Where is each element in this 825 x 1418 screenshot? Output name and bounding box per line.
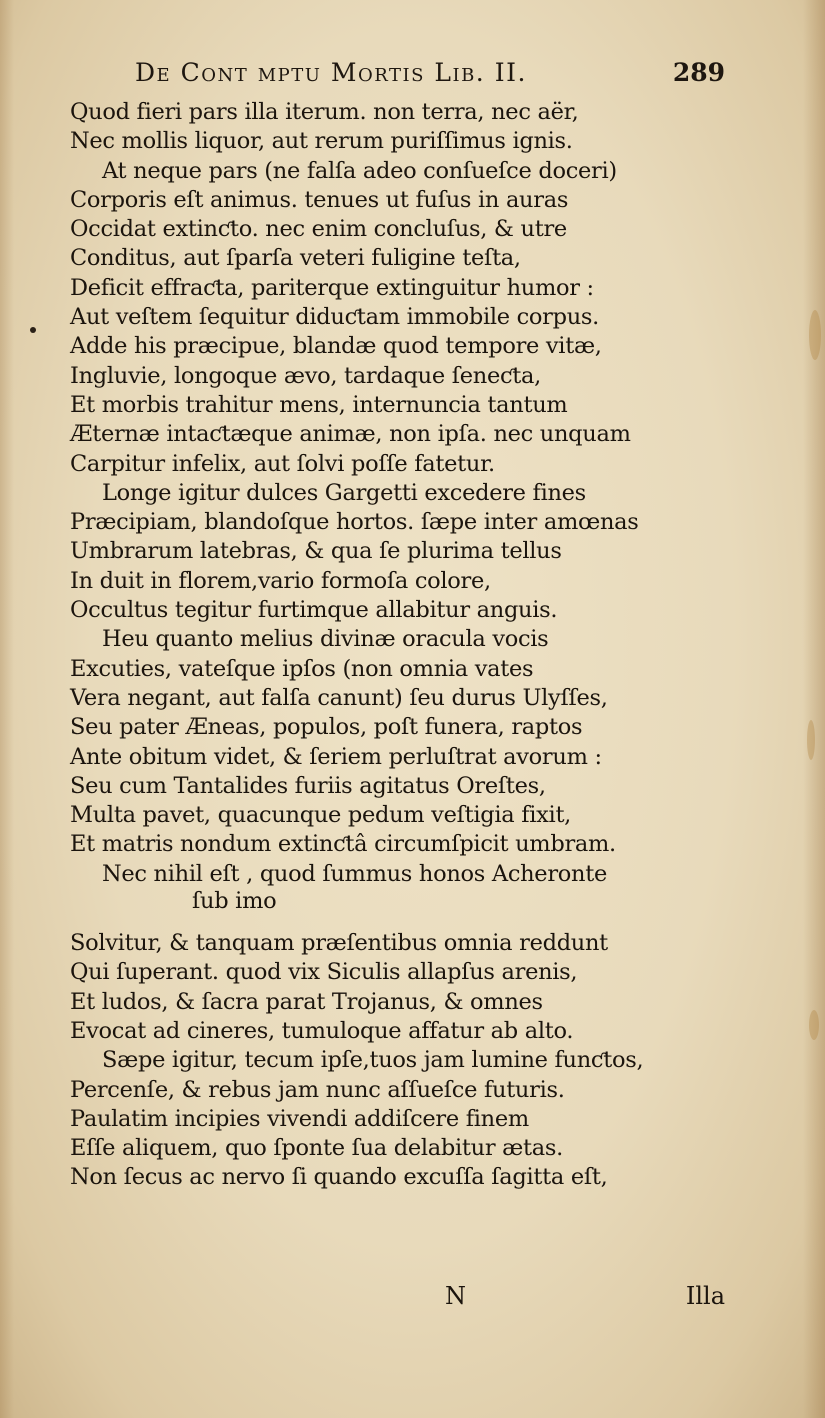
verse-line: Heu quanto melius divinæ oracula vocis bbox=[102, 626, 549, 653]
verse-line: Longe igitur dulces Gargetti excedere fines bbox=[102, 479, 586, 506]
verse-line: Occidat extinƈto. nec enim concluſus, & utre bbox=[70, 216, 567, 243]
verse-line: Solvitur, & tanquam præſentibus omnia reddunt bbox=[70, 930, 608, 957]
verse-line: Aut veſtem ſequitur diduƈtam immobile corpus. bbox=[70, 304, 600, 331]
verse-line: Ingluvie, longoque ævo, tardaque ſeneƈta, bbox=[70, 362, 542, 389]
verse-line: Sæpe igitur, tecum ipſe,tuos jam lumine funƈtos, bbox=[102, 1047, 644, 1074]
verse-line: Conditus, aut ſparſa veteri fuligine teſta, bbox=[70, 245, 521, 272]
verse-line: Deficit effraƈta, pariterque extinguitur humor : bbox=[70, 274, 594, 301]
page-edge-shadow-right bbox=[803, 0, 825, 1418]
running-head: De Cont mptu Mortis Lib. II. bbox=[135, 58, 527, 87]
verse-line: Nec nihil eſt , quod ſummus honos Acheronte bbox=[102, 860, 607, 887]
poem-text bbox=[70, 98, 725, 1193]
verse-line: Adde his præcipue, blandæ quod tempore vitæ, bbox=[70, 333, 602, 360]
verse-line: Excuties, vateſque ipſos (non omnia vates bbox=[70, 655, 534, 682]
verse-line: At neque pars (ne falſa adeo conſueſce doceri) bbox=[102, 157, 617, 184]
verse-line: Evocat ad cineres, tumuloque affatur ab alto. bbox=[70, 1017, 574, 1044]
verse-line: In duit in florem,vario formoſa colore, bbox=[70, 567, 491, 594]
verse-line: Percenſe, & rebus jam nunc aſſueſce futuris. bbox=[70, 1076, 565, 1103]
verse-line: Non ſecus ac nervo ſi quando excuſſa ſagitta eſt, bbox=[70, 1164, 608, 1191]
page-footer bbox=[70, 1282, 725, 1322]
verse-line: Umbrarum latebras, & qua ſe plurima tellus bbox=[70, 538, 562, 565]
verse-line: Æternæ intaƈtæque animæ, non ipſa. nec unquam bbox=[70, 421, 631, 448]
verse-line: Seu cum Tantalides furiis agitatus Oreſtes, bbox=[70, 772, 546, 799]
verse-line: Vera negant, aut falſa canunt) ſeu durus Ulyſſes, bbox=[70, 684, 608, 711]
verse-line: Paulatim incipies vivendi addiſcere finem bbox=[70, 1105, 529, 1132]
page-number: 289 bbox=[672, 58, 725, 87]
page-edge-shadow-left bbox=[0, 0, 14, 1418]
verse-line: Multa pavet, quacunque pedum veſtigia fixit, bbox=[70, 802, 572, 829]
verse-line: Nec mollis liquor, aut rerum puriſſimus ignis. bbox=[70, 128, 573, 155]
signature-mark: N bbox=[445, 1282, 466, 1310]
verse-line: Ante obitum videt, & ſeriem perluſtrat avorum : bbox=[70, 743, 602, 770]
verse-line: Occultus tegitur furtimque allabitur anguis. bbox=[70, 597, 558, 624]
page-header bbox=[135, 52, 725, 96]
catchword: Illa bbox=[685, 1282, 725, 1310]
verse-line: Corporis eſt animus. tenues ut fuſus in auras bbox=[70, 186, 569, 213]
verse-line: Et morbis trahitur mens, internuncia tantum bbox=[70, 391, 568, 418]
verse-line: Seu pater Æneas, populos, poſt funera, raptos bbox=[70, 714, 583, 741]
verse-line: Eſſe aliquem, quo ſponte ſua delabitur ætas. bbox=[70, 1135, 563, 1162]
verse-line: Quod fieri pars illa iterum. non terra, nec aër, bbox=[70, 99, 579, 125]
verse-line-continuation: ſub imo bbox=[192, 888, 277, 915]
verse-line: Et ludos, & ſacra parat Trojanus, & omnes bbox=[70, 988, 543, 1015]
verse-line: Et matris nondum extinƈtâ circumſpicit umbram. bbox=[70, 831, 616, 858]
foxing-stain bbox=[809, 310, 821, 360]
verse-line: Præcipiam, blandoſque hortos. ſæpe inter amœnas bbox=[70, 509, 639, 536]
margin-mark bbox=[30, 327, 36, 333]
verse-line: Qui ſuperant. quod vix Siculis allapſus arenis, bbox=[70, 959, 578, 986]
foxing-stain bbox=[807, 720, 815, 760]
verse-line: Carpitur infelix, aut ſolvi poſſe fatetur. bbox=[70, 450, 495, 477]
foxing-stain bbox=[809, 1010, 819, 1040]
